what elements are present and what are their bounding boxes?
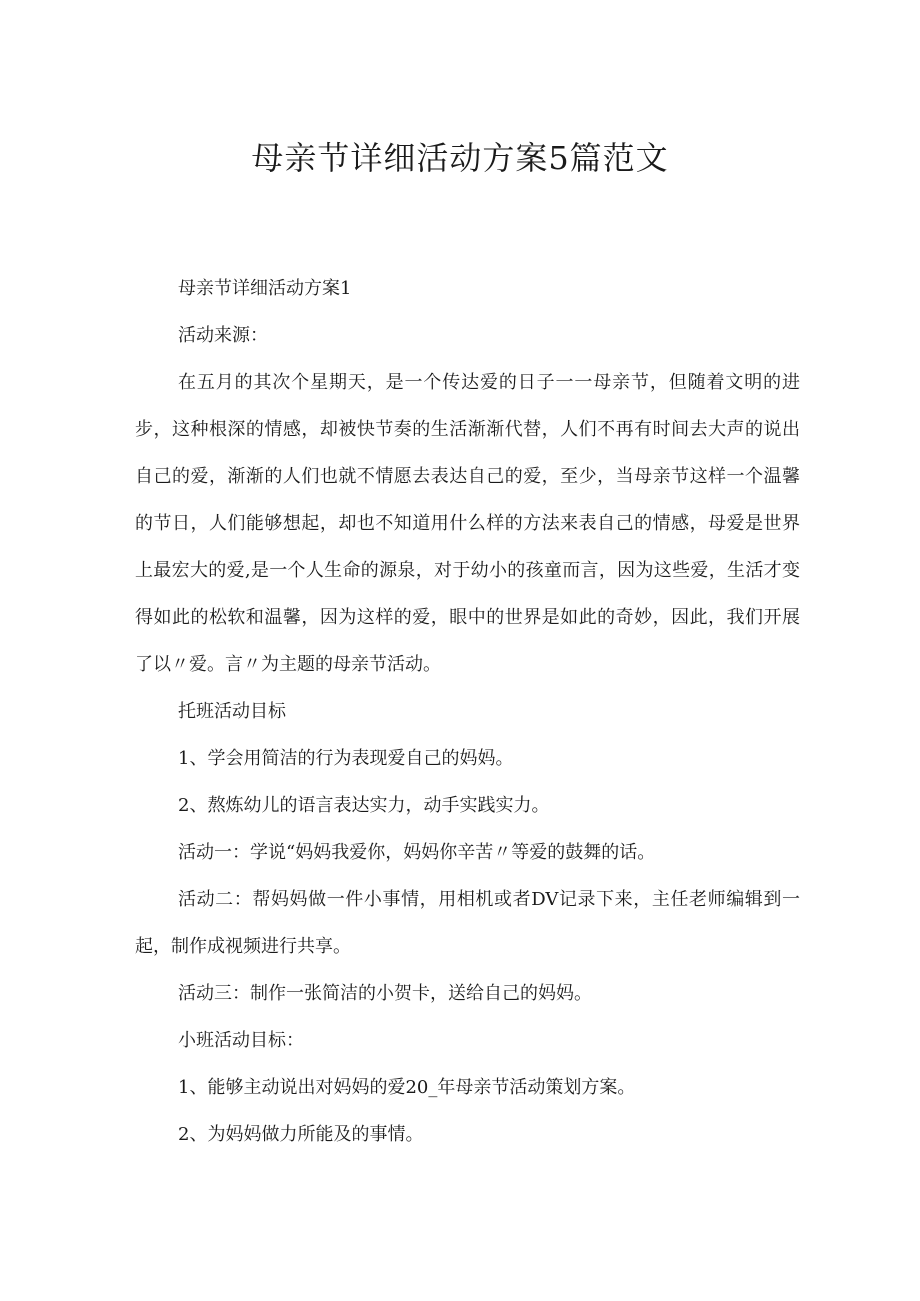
activity-item: 活动二：帮妈妈做一件小事情，用相机或者DV记录下来，主任老师编辑到一起，制作成视频进行共享。 xyxy=(135,889,800,957)
subheading-toddler-goals: 托班活动目标 xyxy=(178,701,286,722)
subheading-junior-goals: 小班活动目标： xyxy=(178,1030,304,1051)
activity-item: 活动三：制作一张简洁的小贺卡，送给自己的妈妈。 xyxy=(178,983,592,1004)
list-item: 2、熬炼幼儿的语言表达实力，动手实践实力。 xyxy=(178,795,550,816)
subheading-source: 活动来源： xyxy=(178,325,268,346)
activity-item: 活动一：学说“妈妈我爱你，妈妈你辛苦〃等爱的鼓舞的话。 xyxy=(178,842,656,863)
paragraph-intro: 在五月的其次个星期天，是一个传达爱的日子一一母亲节，但随着文明的进步，这种根深的情感，却被快节奏的生活渐渐代替，人们不再有时间去大声的说出自己的爱，渐渐的人们也就不情愿去表达自己的爱，至少，当母亲节这样一个温馨的节日，人们能够想起，却也不知道用什么样的方法来表自己的情感，母爱是世界上最宏大的爱,是一个人生命的源泉，对于幼小的孩童而言，因为这些爱，生活才变得如此的松软和温馨，因为这样的爱，眼中的世界是如此的奇妙，因此，我们开展了以〃爱。言〃为主题的母亲节活动。 xyxy=(135,372,800,675)
list-item: 2、为妈妈做力所能及的事情。 xyxy=(178,1124,424,1145)
document-body xyxy=(135,265,800,1158)
document-title: 母亲节详细活动方案5篇范文 xyxy=(251,139,669,177)
section-heading: 母亲节详细活动方案1 xyxy=(178,278,352,299)
list-item: 1、学会用简洁的行为表现爱自己的妈妈。 xyxy=(178,748,514,769)
list-item: 1、能够主动说出对妈妈的爱20_年母亲节活动策划方案。 xyxy=(178,1077,636,1098)
